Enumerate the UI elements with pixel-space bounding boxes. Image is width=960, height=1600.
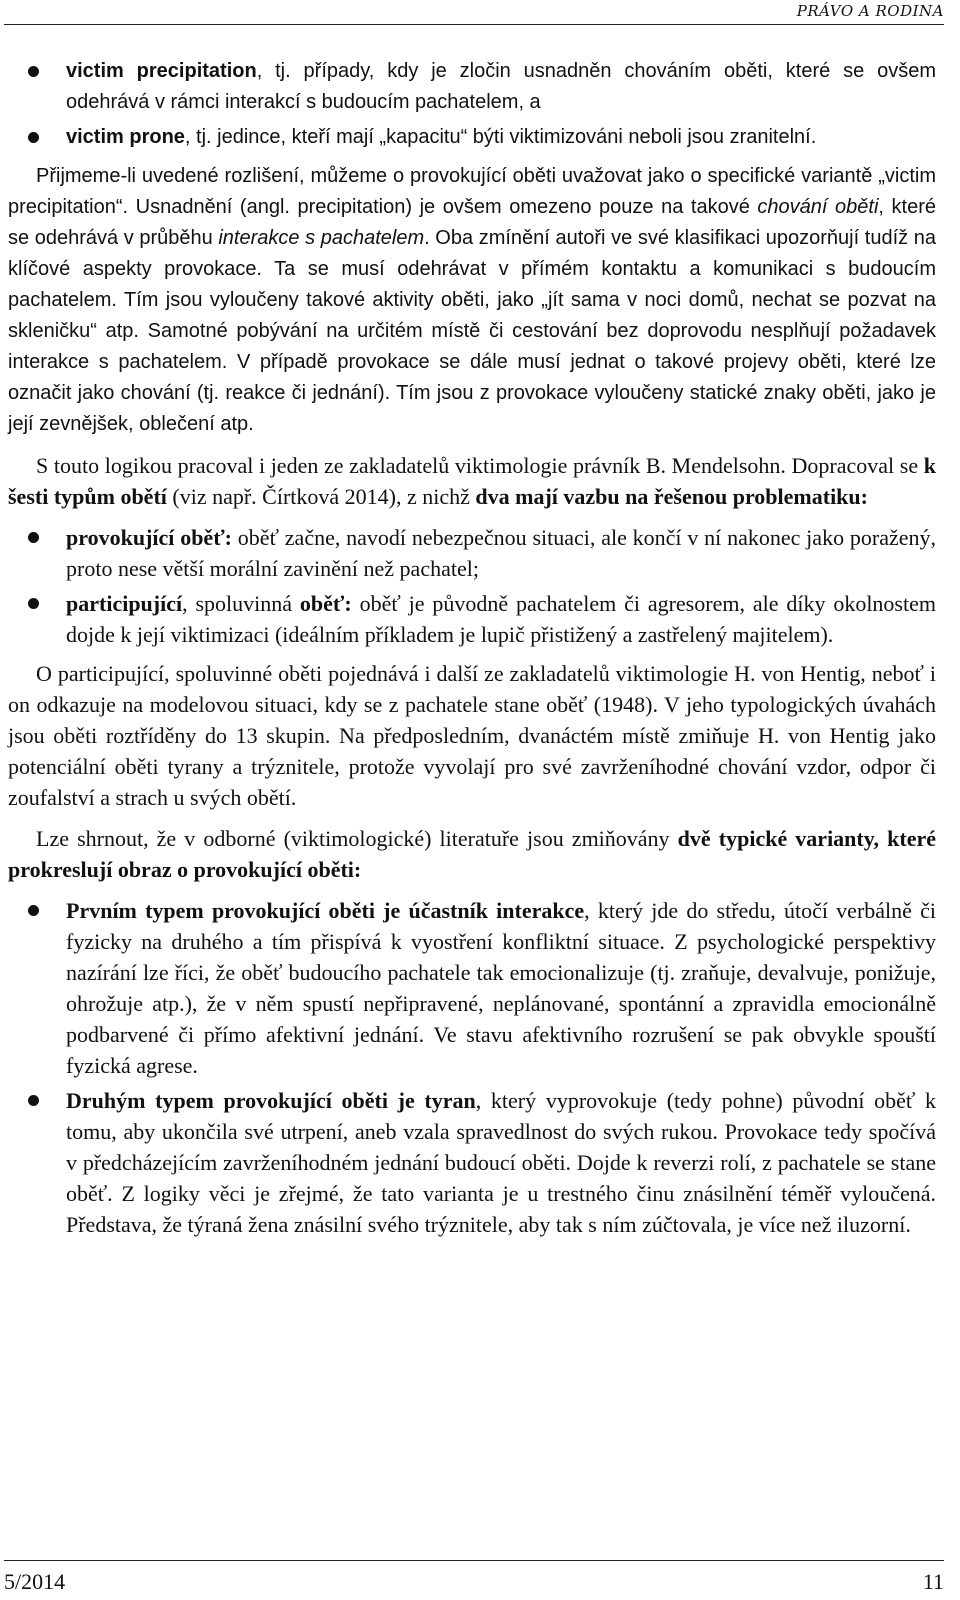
list-item: victim prone, tj. jedince, kteří mají „kapacitu“ býti viktimizováni neboli jsou zranitelní. — [8, 122, 936, 153]
list-item: Druhým typem provokující oběti je tyran, který vyprovokuje (tedy pohne) původní oběť k tomu, aby ukončila své utrpení, aneb vzala spravedlnost do svých rukou. Provokace tedy spočívá v předcházejícím zavrženíhodném jednání budoucí oběti. Dojde k reverzi rolí, z pachatele se stane oběť. Z logiky věci je zřejmé, že tato varianta je u trestného činu znásilnění téměř vyloučená. Představa, že týraná žena znásilní svého trýznitele, aby tak s ním zúčtovala, je více než iluzorní. — [8, 1085, 936, 1240]
list-item: victim precipitation, tj. případy, kdy je zločin usnadněn chováním oběti, které se ovšem odehrává v rámci interakcí s budoucím pachatelem, a — [8, 56, 936, 118]
paragraph: O participující, spoluvinné oběti pojednává i další ze zakladatelů viktimologie H. von Hentig, neboť i on odkazuje na modelovou situaci, kdy se z pachatele stane oběť (1948). V jeho typologických úvahách jsou oběti roztříděny do 13 skupin. Na předposledním, dvanáctém místě zmiňuje H. von Hentig jako potenciální oběti tyrany a trýznitele, protože vyvolají pro své zavrženíhodné chování vzdor, odpor či zoufalství a strach u svých obětí. — [8, 661, 936, 810]
bullet-icon — [28, 1095, 39, 1106]
paragraph: Lze shrnout, že v odborné (viktimologické) literatuře jsou zmiňovány dvě typické varianty, které prokreslují obraz o provokující oběti: — [8, 826, 936, 882]
issue-number: 5/2014 — [4, 1569, 66, 1594]
list-item: Prvním typem provokující oběti je účastník interakce, který jde do středu, útočí verbálně či fyzicky na druhého a tím přispívá k vyostření konfliktní situace. Z psychologické perspektivy nazírání lze říci, že oběť budoucího pachatele tak emocionalizuje (tj. zraňuje, devalvuje, ponižuje, ohrožuje atp.), že v něm spustí nepřipravené, neplánované, spontánní a zpravidla emocionálně podbarvené či přímo afektivní jednání. Ve stavu afektivního rozrušení se pak obvykle spouští fyzická agrese. — [8, 895, 936, 1081]
bullet-icon — [28, 905, 39, 916]
list-item: participující, spoluvinná oběť: oběť je původně pachatelem či agresorem, ale díky okolnostem dojde k její viktimizaci (ideálním příkladem je lupič přistižený a zastřelený majitelem). — [8, 588, 936, 650]
page-number: 11 — [922, 1569, 944, 1594]
list-item: provokující oběť: oběť začne, navodí nebezpečnou situaci, ale končí v ní nakonec jako poražený, proto nese větší morální zavinění než pachatel; — [8, 522, 936, 584]
article-body — [8, 56, 936, 1248]
paragraph: Přijmeme-li uvedené rozlišení, můžeme o provokující oběti uvažovat jako o specifické variantě „victim precipitation“. Usnadnění (angl. precipitation) je ovšem omezeno pouze na takové chování oběti, které se odehrává v průběhu interakce s pachatelem. Oba zmínění autoři ve své klasifikaci upozorňují tudíž na klíčové aspekty provokace. Ta se musí odehrávat v přímém kontaktu a komunikaci s budoucím pachatelem. Tím jsou vyloučeny takové aktivity oběti, jako „jít sama v noci domů, nechat se pozvat na skleničku“ atp. Samotné pobývání na určitém místě či cestování bez doprovodu nesplňují požadavek interakce s pachatelem. V případě provokace se dále musí jednat o takové projevy oběti, které lze označit jako chování (tj. reakce či jednání). Tím jsou z provokace vyloučeny statické znaky oběti, jako je její zevnějšek, oblečení atp. — [8, 165, 937, 435]
page-footer — [4, 1560, 944, 1599]
bullet-icon — [28, 66, 39, 77]
bullet-icon — [28, 598, 39, 609]
precipitation-list — [8, 56, 936, 153]
bullet-icon — [28, 532, 39, 543]
bullet-icon — [28, 132, 39, 143]
running-header — [4, 0, 944, 25]
provocation-variants-list — [8, 895, 936, 1240]
mendelsohn-types-list — [8, 522, 936, 650]
running-title: PRÁVO A RODINA — [796, 2, 944, 20]
paragraph: S touto logikou pracoval i jeden ze zakladatelů viktimologie právník B. Mendelsohn. Dopracoval se k šesti typům obětí (viz např. Čírtková 2014), z nichž dva mají vazbu na řešenou problematiku: — [8, 453, 936, 509]
